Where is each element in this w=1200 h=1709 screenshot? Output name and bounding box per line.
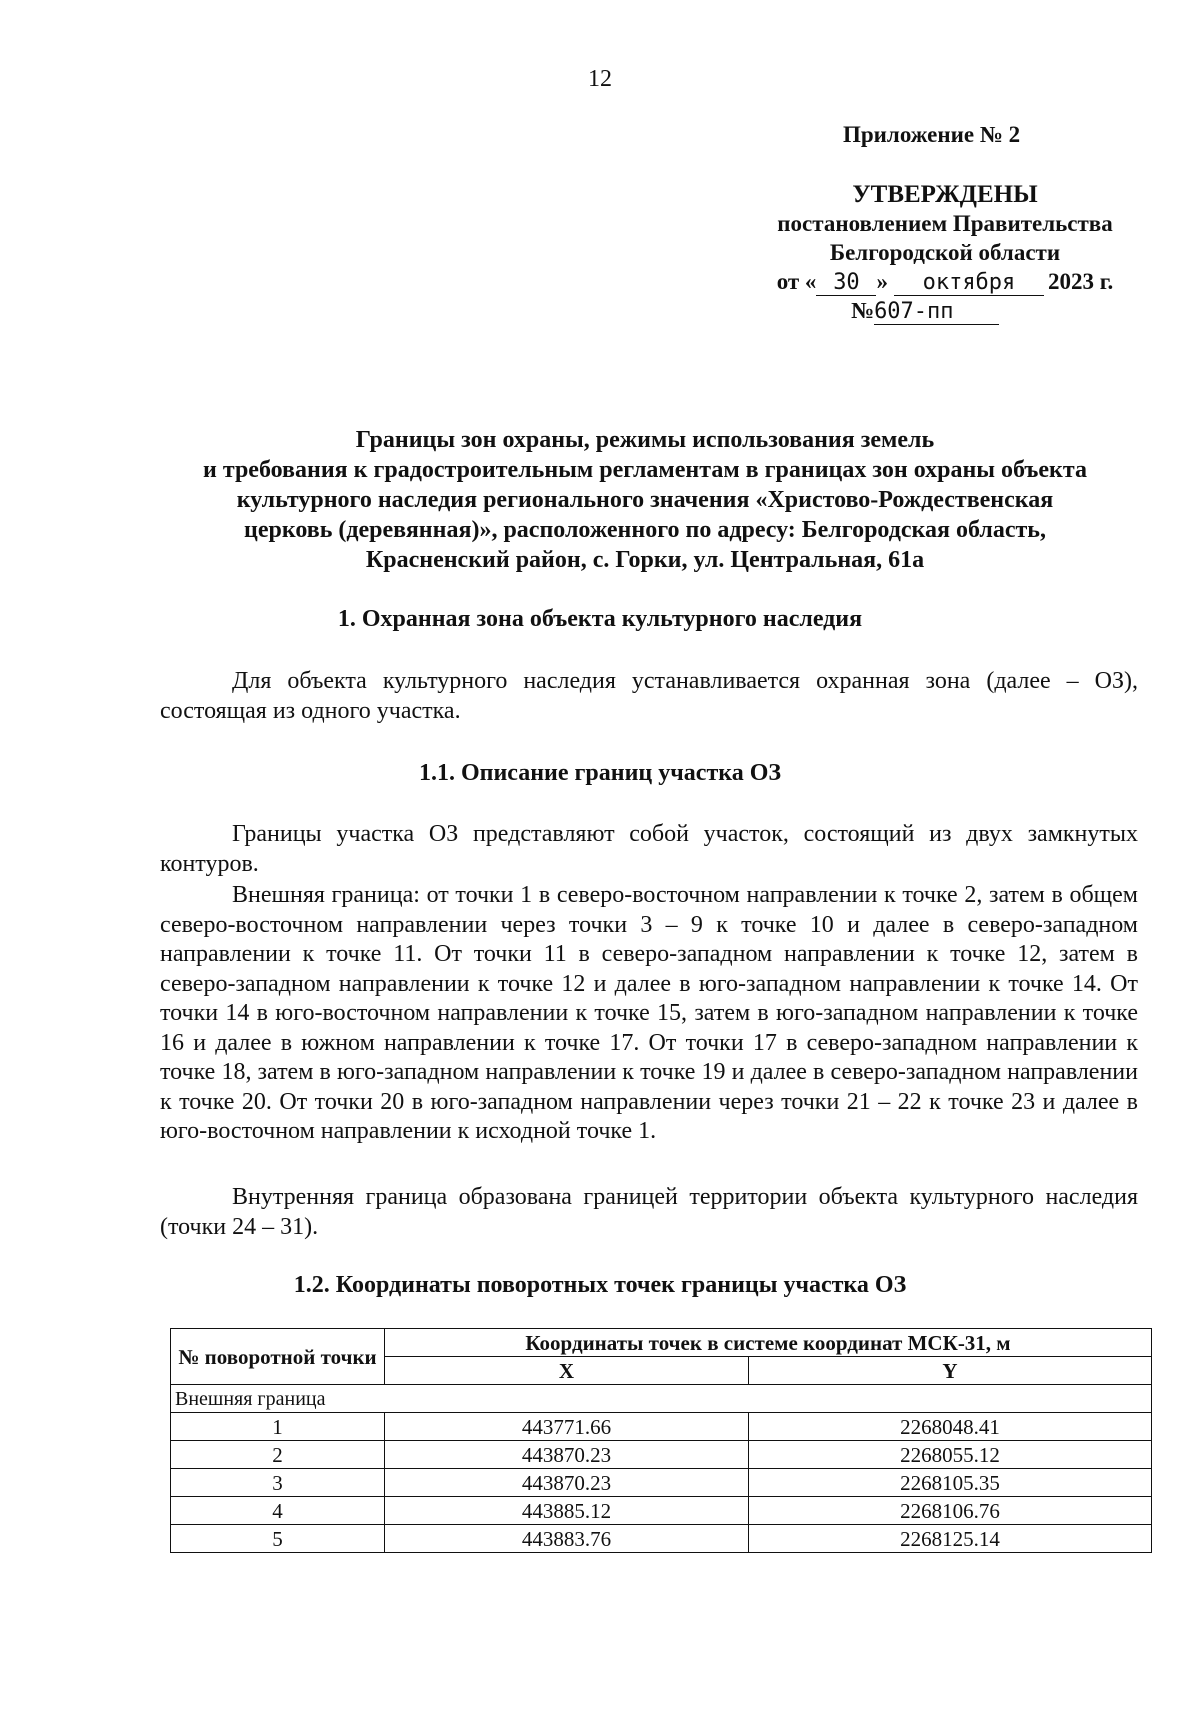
section-1-1-paragraph-1: Границы участка ОЗ представляют собой участок, состоящий из двух замкнутых контуров. — [160, 821, 1138, 877]
cell-point: 3 — [171, 1469, 385, 1497]
cell-y: 2268125.14 — [749, 1525, 1152, 1553]
cell-y: 2268106.76 — [749, 1497, 1152, 1525]
section-1-heading: 1. Охранная зона объекта культурного наследия — [337, 606, 863, 632]
date-prefix: от « — [776, 269, 817, 294]
cell-x: 443885.12 — [385, 1497, 749, 1525]
cell-y: 2268055.12 — [749, 1441, 1152, 1469]
section-1-1-heading: 1.1. Описание границ участка ОЗ — [418, 760, 782, 786]
header-point-number: № поворотной точки — [171, 1329, 385, 1385]
group-label-outer-boundary: Внешняя граница — [171, 1385, 1152, 1413]
table-row — [171, 1497, 1152, 1525]
approval-title: УТВЕРЖДЕНЫ — [852, 181, 1038, 208]
cell-x: 443771.66 — [385, 1413, 749, 1441]
number-value: 607-пп — [874, 300, 999, 325]
table-header-row — [171, 1329, 1152, 1357]
table-group-row — [171, 1385, 1152, 1413]
approval-block — [750, 180, 1140, 325]
number-prefix: № — [850, 298, 875, 323]
table-row — [171, 1525, 1152, 1553]
cell-point: 2 — [171, 1441, 385, 1469]
header-x: X — [385, 1357, 749, 1385]
title-line: культурного наследия регионального значения «Христово-Рождественская — [236, 487, 1054, 513]
title-line: Красненский район, с. Горки, ул. Центральная, 61а — [365, 547, 925, 573]
section-1-1-paragraph-2: Внешняя граница: от точки 1 в северо-восточном направлении к точке 2, затем в общем северо-восточном направлении через точки 3 – 9 к точке 10 и далее в северо-западном направлении к точке 11. От точки 11 в северо-западном направлении к точке 12, затем в северо-западном направлении к точке 12 и далее в юго-западном направлении к точке 14. От точки 14 в юго-восточном направлении к точке 15, затем в юго-западном направлении к точке 16 и далее в южном направлении к точке 17. От точки 17 в северо-западном направлении к точке 18, затем в юго-западном направлении к точке 19 и далее в северо-западном направлении к точке 20. От точки 20 в юго-западном направлении через точки 21 – 22 к точке 23 и далее в юго-восточном направлении к исходной точке 1. — [160, 882, 1138, 1144]
section-1-2-heading: 1.2. Координаты поворотных точек границы участка ОЗ — [293, 1272, 907, 1298]
approval-number — [710, 296, 1140, 325]
date-year: 2023 г. — [1047, 269, 1114, 294]
date-day: 30 — [816, 271, 876, 296]
appendix-label: Приложение № 2 — [843, 122, 1021, 147]
header-y: Y — [749, 1357, 1152, 1385]
document-title — [150, 425, 1140, 575]
table-row — [171, 1413, 1152, 1441]
cell-x: 443870.23 — [385, 1441, 749, 1469]
cell-x: 443870.23 — [385, 1469, 749, 1497]
table-row — [171, 1469, 1152, 1497]
cell-y: 2268105.35 — [749, 1469, 1152, 1497]
cell-point: 1 — [171, 1413, 385, 1441]
cell-point: 5 — [171, 1525, 385, 1553]
coordinates-table — [170, 1328, 1152, 1553]
table-row — [171, 1441, 1152, 1469]
title-line: Границы зон охраны, режимы использования земель — [355, 427, 935, 453]
section-1-paragraph: Для объекта культурного наследия устанавливается охранная зона (далее – ОЗ), состоящая из одного участка. — [160, 668, 1138, 724]
cell-point: 4 — [171, 1497, 385, 1525]
title-line: и требования к градостроительным регламентам в границах зон охраны объекта — [203, 457, 1087, 483]
section-1-1-paragraph-3: Внутренняя граница образована границей территории объекта культурного наследия (точки 24 – 31). — [160, 1184, 1138, 1240]
date-month: октября — [894, 271, 1044, 296]
cell-x: 443883.76 — [385, 1525, 749, 1553]
title-line: церковь (деревянная)», расположенного по адресу: Белгородская область, — [244, 517, 1046, 543]
cell-y: 2268048.41 — [749, 1413, 1152, 1441]
approval-date — [750, 267, 1140, 296]
date-mid: » — [876, 269, 888, 294]
approval-by-line2: Белгородской области — [829, 240, 1061, 265]
header-coordinates: Координаты точек в системе координат МСК-31, м — [385, 1329, 1152, 1357]
approval-by-line1: постановлением Правительства — [777, 211, 1113, 236]
page-number: 12 — [588, 66, 612, 92]
